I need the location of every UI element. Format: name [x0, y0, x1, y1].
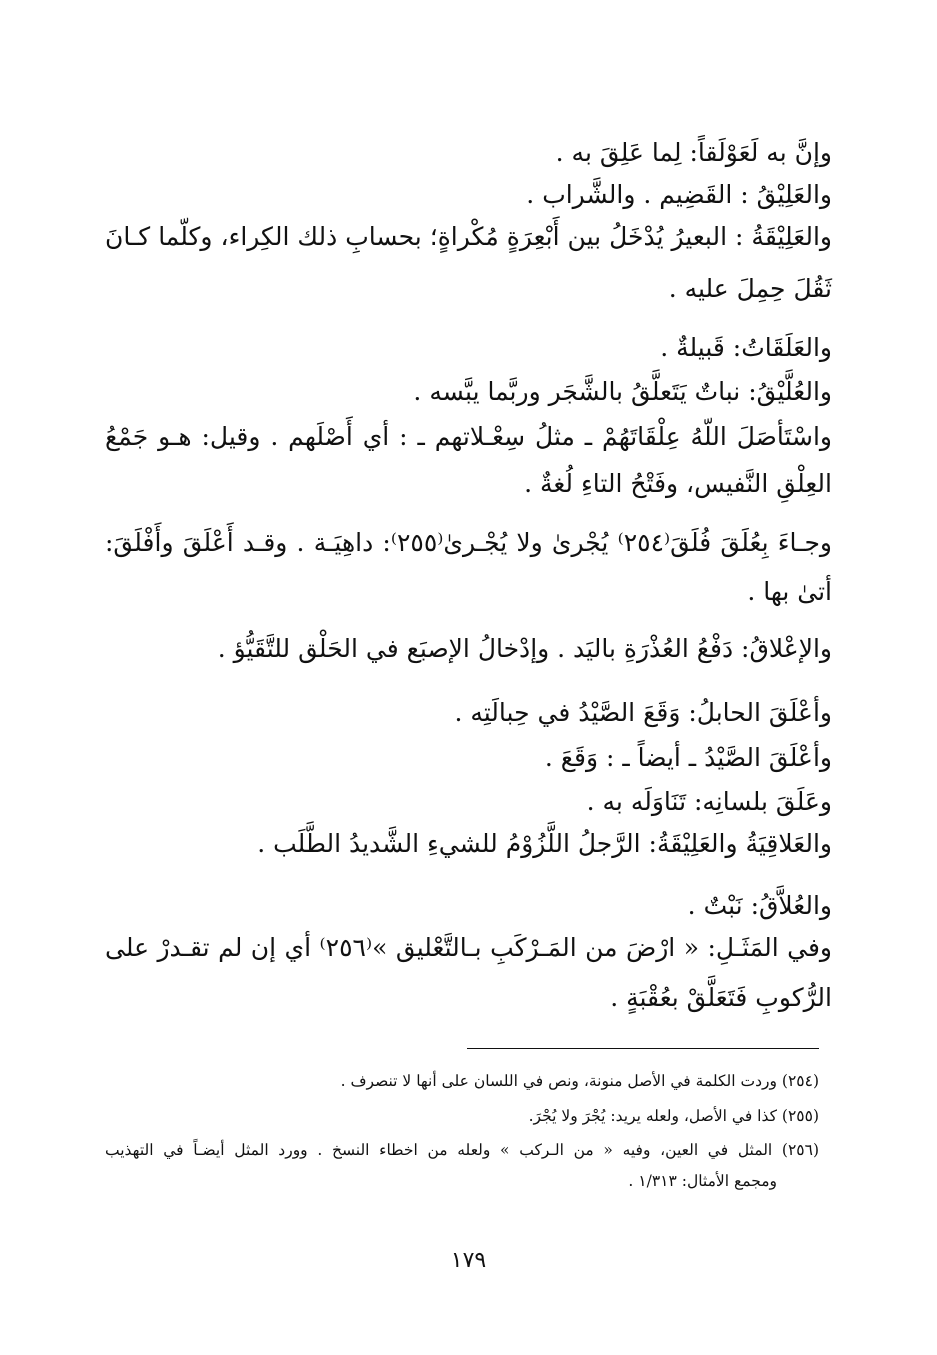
body-line-4: ثَقُلَ حِمِلَ عليه .: [668, 274, 832, 303]
body-line-9: وجـاءَ بِعُلَقَ فُلَقَ⁽٢٥٤⁾ يُجْرىٰ ولا يُجْـرىٰ⁽٢٥٥⁾: داهِيَـة . وقـد أَعْلَقَ وأَفْلَقَ:: [105, 528, 832, 557]
body-line-15: والعَلاقِيَةُ والعَلِيْقَةُ: الرَّجلُ اللَّزُوْمُ للشيءِ الشَّديدُ الطَّلَب .: [257, 829, 832, 858]
footnote-256-continuation: ومجمع الأمثال: ١/٣١٣ .: [628, 1172, 777, 1190]
page-number: ١٧٩: [450, 1248, 487, 1273]
body-line-12: وأعْلَقَ الحابلُ: وَقَعَ الصَّيْدُ في حِبالَتِه .: [454, 698, 832, 727]
body-line-10: أتىٰ بها .: [747, 577, 832, 606]
body-line-1: وإنَّ به لَعَوْلَقاً: لِما عَلِقَ به .: [555, 138, 832, 167]
footnote-256: (٢٥٦) المثل في العين، وفيه « من الـركب » ولعله من اخطاء النسخ . وورد المثل أيضـاً في التهذيب: [105, 1141, 819, 1159]
footnote-254: (٢٥٤) وردت الكلمة في الأصل منونة، ونص في اللسان على أنها لا تنصرف .: [340, 1072, 819, 1090]
body-line-3: والعَلِيْقَةُ : البعيرُ يُدْخَلُ بين أَبْعِرَةٍ مُكْراةٍ؛ بحسابِ ذلك الكِراء، وكلّما كـانَ: [105, 222, 832, 251]
body-line-5: والعَلَقَاتُ: قَبيلةٌ .: [660, 333, 832, 362]
body-line-6: والعُلَّيْقُ: نباتٌ يَتَعلَّقُ بالشَّجَر وربَّما يبَّسه .: [413, 377, 832, 406]
body-line-14: وعَلَقَ بلسانِه: تَنَاوَلَه به .: [586, 787, 832, 816]
body-line-8: العِلْقِ النَّفيس، وفَتْحُ التاءِ لُغةٌ .: [524, 469, 832, 498]
body-line-2: والعَلِيْقُ : القَضِيم . والشَّراب .: [526, 180, 832, 209]
body-line-13: وأعْلَقَ الصَّيْدُ ـ أيضاً ـ : وَقَعَ .: [544, 743, 832, 772]
footnote-255: (٢٥٥) كذا في الأصل، ولعله يريد: يُجْرَ ولا يُجْرَ.: [528, 1107, 819, 1125]
footnote-separator: [467, 1048, 819, 1049]
body-line-17: وفي المَثَـلِ: « ارْضَ من المَـرْكَبِ بـالتَّعْليق »⁽٢٥٦⁾ أي إن لم تقـدرْ على: [105, 933, 833, 962]
body-line-16: والعُلاَّقُ: نَبْتٌ .: [687, 891, 832, 920]
body-line-11: والإعْلاقُ: دَفْعُ العُذْرَةِ باليَد . وإدْخالُ الإصبَع في الحَلْق للتَّقَيُّؤ .: [217, 634, 832, 663]
body-line-7: واسْتَأصَلَ اللّهُ عِلْقَاتَهُمْ ـ مثلُ سِعْـلاتهم ـ : أي أَصْلَهم . وقيل: هـو جَمْعُ: [105, 422, 832, 451]
body-line-18: الرُّكوبِ فَتَعَلَّقْ بعُقْبَةٍ .: [610, 983, 832, 1012]
